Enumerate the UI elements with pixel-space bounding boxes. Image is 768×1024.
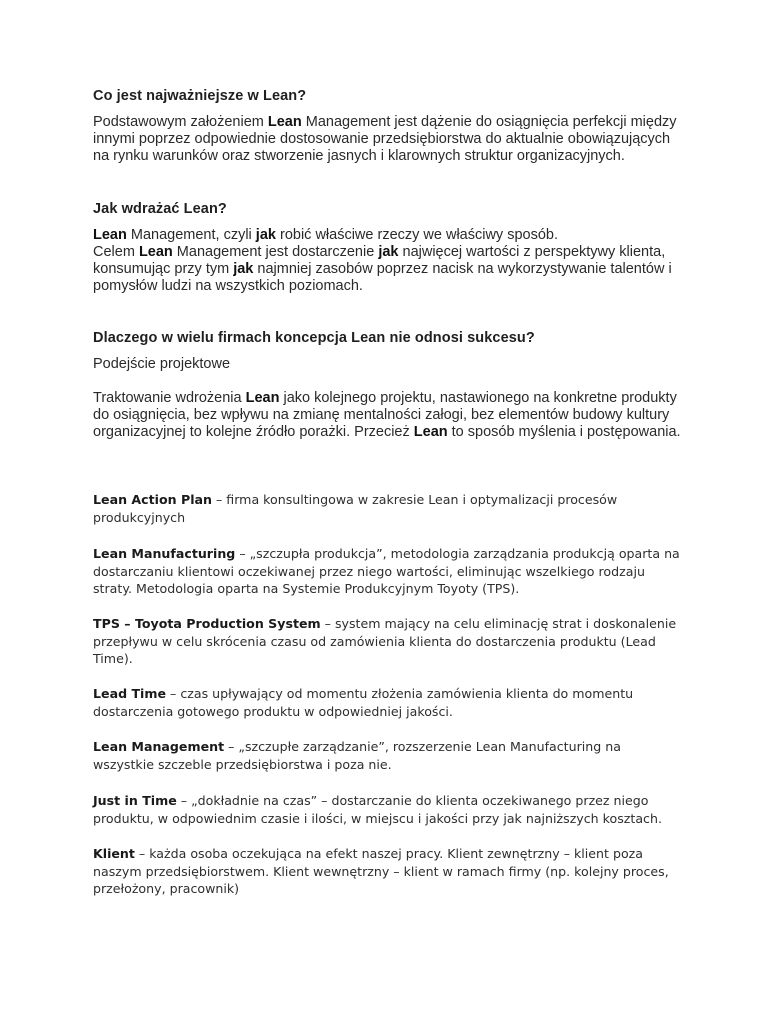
glossary-term: Lean Manufacturing bbox=[93, 546, 236, 561]
text: Management jest dążenie do osiągnięcia perfekcji między innymi poprzez odpowiednie dostosowanie przedsiębiorstwa do aktualnie obowiązujących na rynku warunków oraz stworzenie jasnych i klarownych struktur organizacyjnych. bbox=[93, 114, 677, 164]
glossary-term: Lead Time bbox=[93, 686, 167, 701]
bold-lean: Lean bbox=[138, 244, 173, 260]
glossary-term: Lean Management bbox=[93, 739, 225, 754]
bold-jak: jak bbox=[255, 227, 276, 243]
bold-jak: jak bbox=[378, 244, 399, 260]
text: to sposób myślenia i postępowania. bbox=[447, 424, 681, 440]
bold-lean: Lean bbox=[93, 227, 127, 243]
text: jako kolejnego projektu, nastawionego na konkretne produkty do osiągnięcia, bez wpływu na zmianę mentalności załogi, bez elementów budowy kultury organizacyjnej to kolejne źródło porażki. Przecież bbox=[93, 390, 677, 440]
text: Management jest dostarczenie bbox=[172, 244, 379, 260]
bold-lean: Lean bbox=[245, 390, 280, 406]
glossary-entry bbox=[93, 491, 683, 526]
glossary-entry bbox=[93, 792, 683, 827]
glossary-definition: – firma konsultingowa w zakresie Lean i optymalizacji procesów produkcyjnych bbox=[93, 492, 618, 525]
heading-why-lean-fails: Dlaczego w wielu firmach koncepcja Lean nie odnosi sukcesu? bbox=[93, 330, 535, 346]
glossary-term: Klient bbox=[93, 846, 135, 861]
paragraph-project-approach bbox=[93, 390, 683, 441]
glossary-definition: – czas upływający od momentu złożenia zamówienia klienta do momentu dostarczenia gotowego produktu w odpowiedniej jakości. bbox=[93, 686, 634, 719]
glossary-entry bbox=[93, 738, 683, 773]
paragraph-fundamental-assumption bbox=[93, 114, 683, 165]
heading-most-important: Co jest najważniejsze w Lean? bbox=[93, 88, 307, 104]
subheading-project-approach: Podejście projektowe bbox=[93, 356, 231, 372]
glossary-definition: – „szczupłe zarządzanie”, rozszerzenie Lean Manufacturing na wszystkie szczeble przedsiębiorstwa i poza nie. bbox=[93, 739, 621, 772]
glossary-definition: – system mający na celu eliminację strat i doskonalenie przepływu w celu skrócenia czasu od zamówienia klienta do dostarczenia produktu (Lead Time). bbox=[93, 616, 677, 666]
glossary-entry bbox=[93, 685, 683, 720]
glossary-term: TPS – Toyota Production System bbox=[93, 616, 321, 631]
text: Celem bbox=[93, 244, 139, 260]
glossary-definition: – każda osoba oczekująca na efekt naszej pracy. Klient zewnętrzny – klient poza naszym przedsiębiorstwem. Klient wewnętrzny – klient w ramach firmy (np. kolejny proces, przełożony, pracownik) bbox=[93, 846, 669, 896]
bold-lean: Lean bbox=[413, 424, 448, 440]
heading-how-to-implement: Jak wdrażać Lean? bbox=[93, 201, 227, 217]
glossary-definition: – „szczupła produkcja”, metodologia zarządzania produkcją oparta na dostarczaniu klientowi oczekiwanej przez niego wartości, eliminując wszelkiego rodzaju straty. Metodologia oparta na Systemie Produkcyjnym Toyoty (TPS). bbox=[93, 546, 680, 596]
text: Traktowanie wdrożenia bbox=[93, 390, 246, 406]
bold-jak: jak bbox=[233, 261, 254, 277]
bold-lean: Lean bbox=[267, 114, 302, 130]
text: robić właściwe rzeczy we właściwy sposób. bbox=[275, 227, 558, 243]
glossary-term: Just in Time bbox=[93, 793, 177, 808]
paragraph-how-to-implement bbox=[93, 227, 683, 295]
glossary-entry bbox=[93, 845, 683, 898]
glossary-entry bbox=[93, 545, 683, 598]
glossary-definition: – „dokładnie na czas” – dostarczanie do klienta oczekiwanego przez niego produktu, w odpowiednim czasie i ilości, w miejscu i jakości przy jak najniższych kosztach. bbox=[93, 793, 662, 826]
text: Podstawowym założeniem bbox=[93, 114, 268, 130]
text: najmniej zasobów poprzez nacisk na wykorzystywanie talentów i pomysłów ludzi na wszystkich poziomach. bbox=[93, 261, 672, 294]
text: najwięcej wartości z perspektywy klienta, konsumując przy tym bbox=[93, 244, 666, 277]
text: Management, czyli bbox=[126, 227, 256, 243]
glossary-entry bbox=[93, 615, 683, 668]
glossary-term: Lean Action Plan bbox=[93, 492, 212, 507]
